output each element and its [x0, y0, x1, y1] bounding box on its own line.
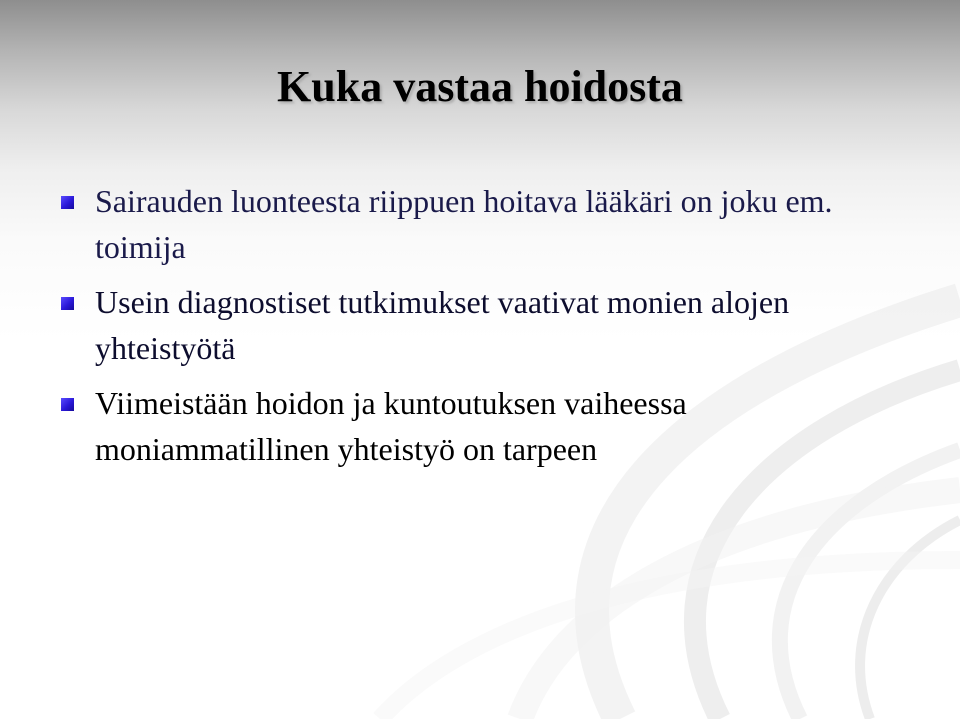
- bullet-text-2: Usein diagnostiset tutkimukset vaativat monien alojen yhteistyötä: [95, 284, 790, 366]
- bullet-text-3: Viimeistään hoidon ja kuntoutuksen vaiheessa moniammatillinen yhteistyö on tarpeen: [95, 385, 687, 467]
- bullet-text-1: Sairauden luonteesta riippuen hoitava lääkäri on joku em. toimija: [95, 183, 833, 265]
- bullet-item-1: [60, 178, 920, 270]
- bullet-item-2: [60, 279, 920, 371]
- bullet-list: [60, 178, 920, 481]
- square-bullet-icon: [61, 196, 74, 209]
- bullet-item-3: [60, 380, 920, 472]
- square-bullet-icon: [61, 398, 74, 411]
- square-bullet-icon: [61, 297, 74, 310]
- slide-title: Kuka vastaa hoidosta: [277, 62, 683, 111]
